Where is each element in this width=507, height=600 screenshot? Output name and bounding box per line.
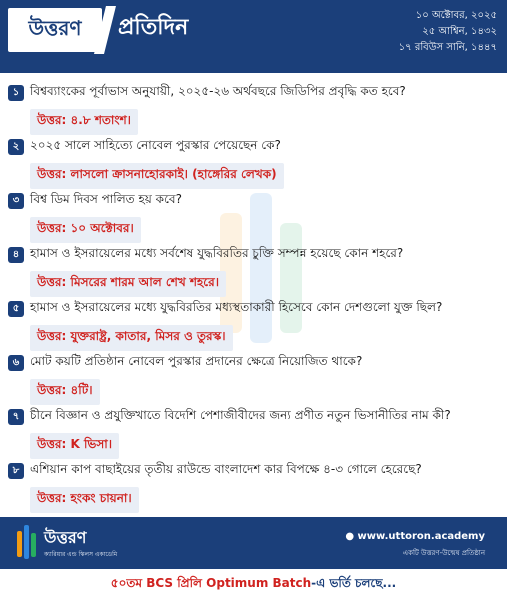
answer-text: উত্তর: হংকং চায়না। [30,487,139,513]
banner-batch: ৫০তম BCS প্রিলি Optimum Batch [110,575,312,590]
website-text[interactable]: www.uttoron.academy [357,531,485,542]
qa-item [8,353,503,405]
qa-item [8,245,503,297]
qa-panel [0,73,507,517]
admission-banner[interactable] [0,569,507,600]
qa-item [8,83,503,135]
question-text: মোট কয়টি প্রতিষ্ঠান নোবেল পুরস্কার প্রদানের ক্ষেত্রে নিয়োজিত থাকে? [30,354,363,368]
question-number: ৪ [8,247,24,263]
brand-logo [8,8,102,52]
question-number: ৬ [8,355,24,371]
question-text: বিশ্বব্যাংকের পূর্বাভাস অনুযায়ী, ২০২৫-২৬ অর্থবছরে জিডিপির প্রবৃদ্ধি কত হবে? [30,84,406,98]
answer-text: উত্তর: K ভিসা। [30,433,119,459]
page-title: প্রতিদিন [118,15,189,40]
question-number: ১ [8,85,24,101]
question-text: হামাস ও ইসরায়েলের মধ্যে যুদ্ধবিরতির মধ্যস্থতাকারী হিসেবে কোন দেশগুলো যুক্ত ছিল? [30,300,443,314]
brand-name: উত্তরণ [28,15,82,40]
question-number: ৫ [8,301,24,317]
answer-text: উত্তর: ১০ অক্টোবর। [30,217,141,243]
date-hijri: ১৭ রবিউস সানি, ১৪৪৭ [398,42,497,53]
qa-item [8,137,503,189]
date-block [399,8,497,56]
question-number: ৮ [8,463,24,479]
qa-item [8,299,503,351]
qa-item [8,191,503,243]
date-english: ১০ অক্টোবর, ২০২৫ [415,10,497,21]
question-text: বিশ্ব ডিম দিবস পালিত হয় কবে? [30,192,182,206]
qa-item [8,407,503,459]
answer-text: উত্তর: মিসরের শারম আল শেখ শহরে। [30,271,226,297]
question-text: ২০২৫ সালে সাহিত্যে নোবেল পুরস্কার পেয়েছেন কে? [30,138,281,152]
uttoron-logo-icon [16,523,38,563]
question-number: ৭ [8,409,24,425]
answer-text: উত্তর: যুক্তরাষ্ট্র, কাতার, মিসর ও তুরস্ক। [30,325,233,351]
question-number: ৩ [8,193,24,209]
answer-text: উত্তর: ৪.৮ শতাংশ। [30,109,138,135]
question-text: এশিয়ান কাপ বাছাইয়ের তৃতীয় রাউন্ডে বাংলাদেশ কার বিপক্ষে ৪-৩ গোলে হেরেছে? [30,462,422,476]
answer-text: উত্তর: লাসলো ক্রাসনাহোরকাই। (হাঙ্গেরির লেখক) [30,163,284,189]
question-text: হামাস ও ইসরায়েলের মধ্যে সর্বশেষ যুদ্ধবিরতির চুক্তি সম্পন্ন হয়েছে কোন শহরে? [30,246,404,260]
footer-brand-name: উত্তরণ [44,528,87,547]
date-bangla: ২৫ আশ্বিন, ১৪৩২ [422,26,497,37]
footer-brand-tagline: ক্যারিয়ার এন্ড স্কিলস একাডেমি [44,551,118,558]
footer-bar [0,517,507,569]
question-number: ২ [8,139,24,155]
header-bar [0,0,507,73]
answer-text: উত্তর: ৪টি। [30,379,100,405]
banner-text: -এ ভর্তি চলছে... [311,575,397,590]
site-tagline: একটি উত্তরণ-উন্মেষ প্রতিষ্ঠান [402,549,485,557]
qa-item [8,461,503,513]
question-text: চীনে বিজ্ঞান ও প্রযুক্তিখাতে বিদেশি পেশাজীবীদের জন্য প্রণীত নতুন ভিসানীতির নাম কী? [30,408,451,422]
website-link[interactable]: ● www.uttoron.academy [345,531,485,542]
